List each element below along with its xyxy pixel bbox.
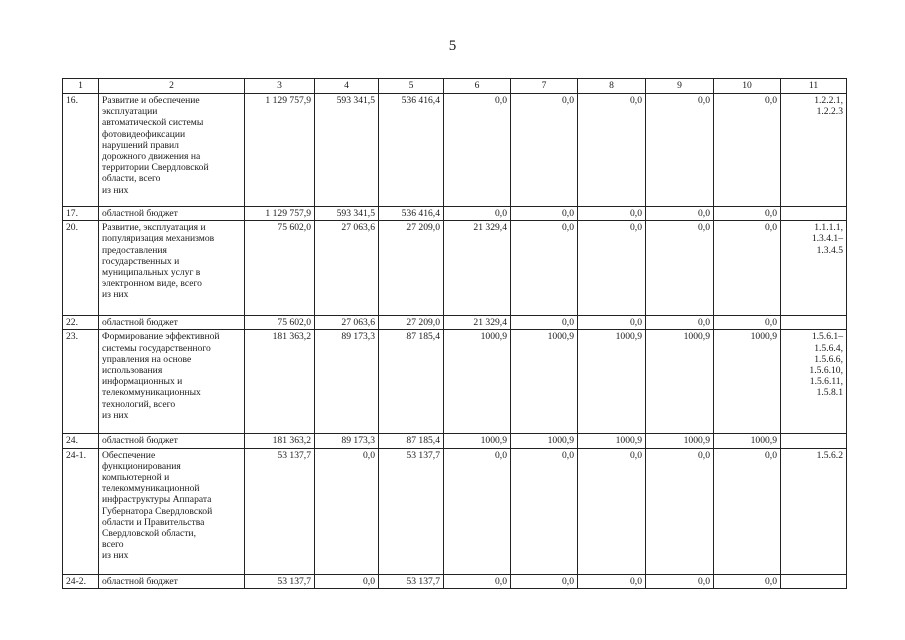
value-cell-col7: 0,0 [511, 574, 578, 588]
row-number-cell: 16. [63, 94, 99, 207]
value-cell-col6: 0,0 [444, 94, 511, 207]
value-cell-col8: 0,0 [578, 316, 646, 330]
table-row [63, 330, 847, 434]
column-header: 9 [646, 79, 714, 94]
value-cell-col10: 0,0 [714, 574, 781, 588]
value-cell-col5: 87 185,4 [379, 330, 444, 434]
row-name-cell: Развитие и обеспечение эксплуатации автоматической системы фотовидеофиксации нарушений правил дорожного движения на территории Свердловской области, всего из них [99, 94, 245, 207]
value-cell-col4: 0,0 [315, 448, 379, 574]
reference-cell: 1.2.2.1, 1.2.2.3 [781, 94, 847, 207]
value-cell-col4: 593 341,5 [315, 94, 379, 207]
value-cell-col3: 1 129 757,9 [245, 207, 315, 221]
value-cell-col8: 0,0 [578, 448, 646, 574]
value-cell-col10: 1000,9 [714, 330, 781, 434]
column-header: 2 [99, 79, 245, 94]
value-cell-col5: 27 209,0 [379, 316, 444, 330]
value-cell-col7: 1000,9 [511, 434, 578, 448]
value-cell-col3: 53 137,7 [245, 574, 315, 588]
column-header: 6 [444, 79, 511, 94]
value-cell-col4: 89 173,3 [315, 434, 379, 448]
value-cell-col8: 0,0 [578, 207, 646, 221]
value-cell-col5: 87 185,4 [379, 434, 444, 448]
value-cell-col7: 0,0 [511, 316, 578, 330]
value-cell-col4: 27 063,6 [315, 221, 379, 316]
value-cell-col5: 53 137,7 [379, 574, 444, 588]
value-cell-col8: 1000,9 [578, 330, 646, 434]
value-cell-col8: 0,0 [578, 221, 646, 316]
reference-cell [781, 574, 847, 588]
column-header: 7 [511, 79, 578, 94]
value-cell-col10: 1000,9 [714, 434, 781, 448]
row-number-cell: 17. [63, 207, 99, 221]
value-cell-col8: 0,0 [578, 574, 646, 588]
row-number-cell: 23. [63, 330, 99, 434]
table-row [63, 94, 847, 207]
value-cell-col5: 27 209,0 [379, 221, 444, 316]
reference-cell: 1.5.6.2 [781, 448, 847, 574]
value-cell-col8: 1000,9 [578, 434, 646, 448]
value-cell-col4: 89 173,3 [315, 330, 379, 434]
value-cell-col5: 536 416,4 [379, 207, 444, 221]
column-header: 3 [245, 79, 315, 94]
reference-cell: 1.1.1.1, 1.3.4.1– 1.3.4.5 [781, 221, 847, 316]
value-cell-col4: 593 341,5 [315, 207, 379, 221]
column-header: 4 [315, 79, 379, 94]
reference-cell [781, 207, 847, 221]
value-cell-col10: 0,0 [714, 221, 781, 316]
column-header: 5 [379, 79, 444, 94]
value-cell-col7: 1000,9 [511, 330, 578, 434]
value-cell-col3: 75 602,0 [245, 221, 315, 316]
value-cell-col6: 21 329,4 [444, 316, 511, 330]
value-cell-col6: 1000,9 [444, 434, 511, 448]
row-number-cell: 22. [63, 316, 99, 330]
value-cell-col9: 0,0 [646, 448, 714, 574]
value-cell-col6: 21 329,4 [444, 221, 511, 316]
value-cell-col3: 53 137,7 [245, 448, 315, 574]
budget-table [62, 78, 847, 589]
reference-cell: 1.5.6.1– 1.5.6.4, 1.5.6.6, 1.5.6.10, 1.5.6.11, 1.5.8.1 [781, 330, 847, 434]
value-cell-col10: 0,0 [714, 448, 781, 574]
value-cell-col10: 0,0 [714, 207, 781, 221]
column-header: 1 [63, 79, 99, 94]
value-cell-col7: 0,0 [511, 94, 578, 207]
value-cell-col6: 0,0 [444, 207, 511, 221]
value-cell-col7: 0,0 [511, 207, 578, 221]
value-cell-col7: 0,0 [511, 221, 578, 316]
value-cell-col9: 0,0 [646, 94, 714, 207]
row-name-cell: Развитие, эксплуатация и популяризация механизмов предоставления государственных и муниципальных услуг в электронном виде, всего из них [99, 221, 245, 316]
column-header: 8 [578, 79, 646, 94]
value-cell-col6: 0,0 [444, 448, 511, 574]
value-cell-col9: 0,0 [646, 221, 714, 316]
value-cell-col5: 536 416,4 [379, 94, 444, 207]
row-name-cell: областной бюджет [99, 574, 245, 588]
row-name-cell: Формирование эффективной системы государственного управления на основе использования информационных и телекоммуникационных технологий, всего из них [99, 330, 245, 434]
value-cell-col9: 1000,9 [646, 330, 714, 434]
value-cell-col9: 1000,9 [646, 434, 714, 448]
table-row [63, 574, 847, 588]
reference-cell [781, 434, 847, 448]
value-cell-col10: 0,0 [714, 94, 781, 207]
value-cell-col9: 0,0 [646, 574, 714, 588]
value-cell-col3: 181 363,2 [245, 434, 315, 448]
table-row [63, 316, 847, 330]
value-cell-col7: 0,0 [511, 448, 578, 574]
row-number-cell: 24-1. [63, 448, 99, 574]
table-header-row [63, 79, 847, 94]
value-cell-col3: 75 602,0 [245, 316, 315, 330]
value-cell-col10: 0,0 [714, 316, 781, 330]
row-name-cell: областной бюджет [99, 434, 245, 448]
row-name-cell: Обеспечение функционирования компьютерной и телекоммуникационной инфраструктуры Аппарата Губернатора Свердловской области и Правительства Свердловской области, всего из них [99, 448, 245, 574]
table-row [63, 207, 847, 221]
value-cell-col3: 181 363,2 [245, 330, 315, 434]
page-number: 5 [448, 38, 457, 54]
value-cell-col9: 0,0 [646, 207, 714, 221]
column-header: 10 [714, 79, 781, 94]
value-cell-col9: 0,0 [646, 316, 714, 330]
value-cell-col4: 27 063,6 [315, 316, 379, 330]
value-cell-col6: 0,0 [444, 574, 511, 588]
row-number-cell: 20. [63, 221, 99, 316]
column-header: 11 [781, 79, 847, 94]
row-number-cell: 24-2. [63, 574, 99, 588]
reference-cell [781, 316, 847, 330]
value-cell-col4: 0,0 [315, 574, 379, 588]
row-name-cell: областной бюджет [99, 207, 245, 221]
value-cell-col3: 1 129 757,9 [245, 94, 315, 207]
row-number-cell: 24. [63, 434, 99, 448]
value-cell-col6: 1000,9 [444, 330, 511, 434]
value-cell-col8: 0,0 [578, 94, 646, 207]
row-name-cell: областной бюджет [99, 316, 245, 330]
table-row [63, 434, 847, 448]
table-row [63, 221, 847, 316]
value-cell-col5: 53 137,7 [379, 448, 444, 574]
table-row [63, 448, 847, 574]
